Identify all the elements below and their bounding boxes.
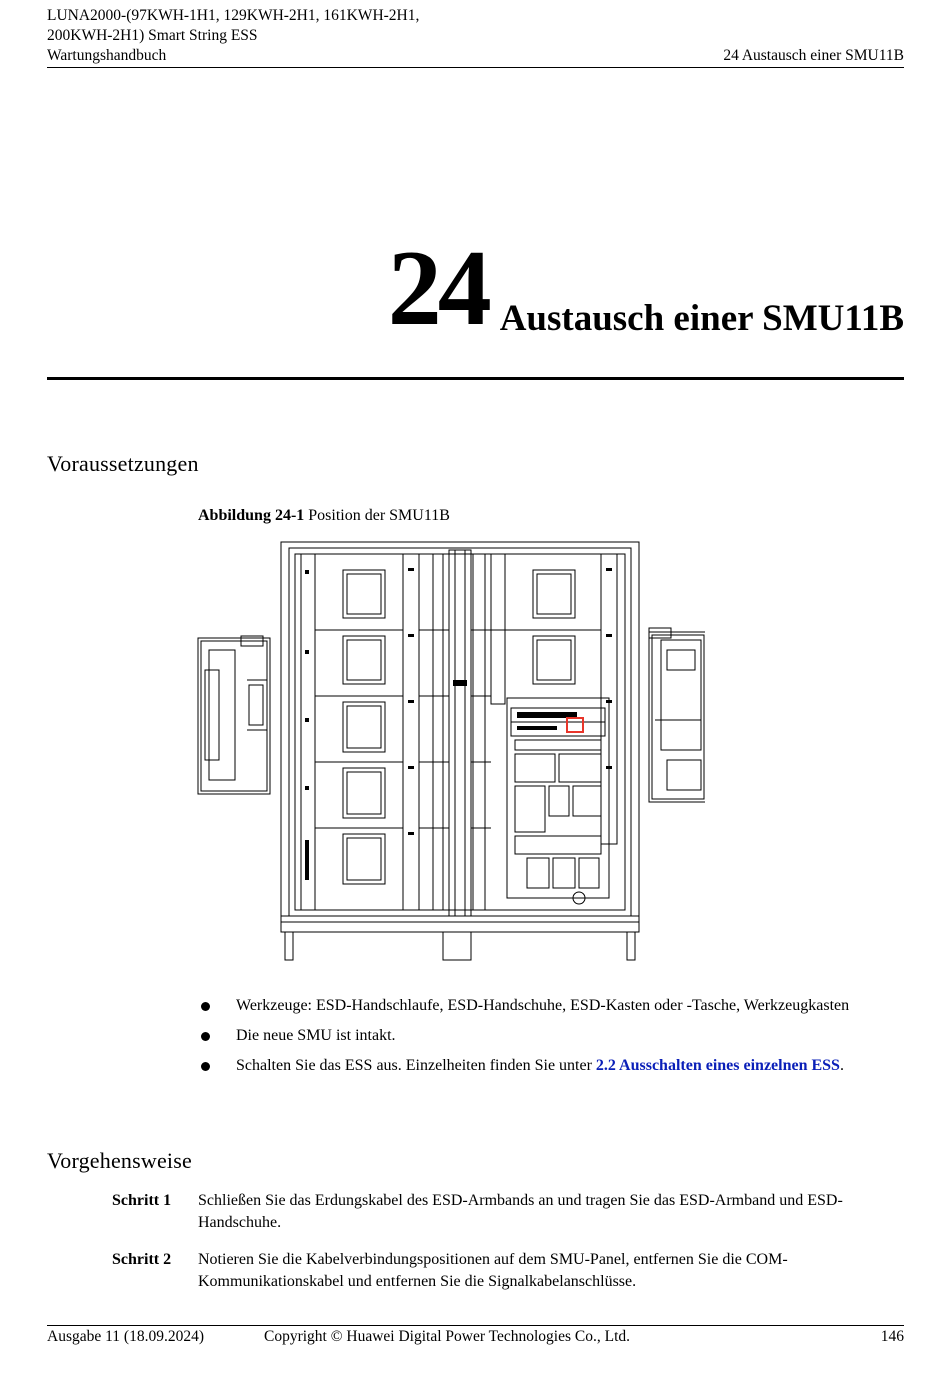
list-item <box>198 1055 858 1077</box>
footer-copyright: Copyright © Huawei Digital Power Technologies Co., Ltd. <box>264 1328 630 1345</box>
cabinet-outline <box>281 542 639 932</box>
cross-reference-link[interactable]: 2.2 Ausschalten eines einzelnen ESS <box>595 1057 840 1074</box>
battery-pack-7 <box>533 636 575 684</box>
battery-pack-5 <box>343 834 385 884</box>
chapter-number: 24 <box>387 229 488 348</box>
battery-pack-3 <box>343 702 385 752</box>
list-item-text-end: . <box>839 1057 844 1074</box>
step-label: Schritt 2 <box>112 1251 172 1268</box>
step-text: Schließen Sie das Erdungskabel des ESD-Armbands an und tragen Sie das ESD-Armband und ESD-Handschuhe. <box>198 1192 843 1231</box>
list-item-text: Die neue SMU ist intakt. <box>236 1027 396 1044</box>
battery-pack-2 <box>343 636 385 684</box>
battery-pack-6 <box>533 570 575 618</box>
running-header-chapter: 24 Austausch einer SMU11B <box>723 47 904 64</box>
procedure-step <box>112 1190 892 1234</box>
figure-label: Abbildung 24-1 <box>198 507 305 524</box>
header-line-1: LUNA2000-(97KWH-1H1, 129KWH-2H1, 161KWH-2H1, <box>47 7 420 24</box>
footer-page-number: 146 <box>880 1328 904 1345</box>
section-heading-procedure: Vorgehensweise <box>47 1148 192 1173</box>
footer-divider <box>47 1325 904 1326</box>
running-header-title <box>47 6 419 66</box>
chapter-heading <box>387 229 904 348</box>
step-text: Notieren Sie die Kabelverbindungspositionen auf dem SMU-Panel, entfernen Sie die COM-Kommunikationskabel und entfernen Sie die Signalkabelanschlüsse. <box>198 1251 788 1290</box>
step-label: Schritt 1 <box>112 1192 172 1209</box>
figure-caption-text: Position der SMU11B <box>308 507 450 524</box>
smu11b-position-diagram <box>197 540 705 964</box>
header-divider <box>47 67 904 68</box>
battery-pack-4 <box>343 768 385 818</box>
section-heading-prerequisites: Voraussetzungen <box>47 451 199 476</box>
list-item-text: Werkzeuge: ESD-Handschlaufe, ESD-Handschuhe, ESD-Kasten oder -Tasche, Werkzeugkasten <box>236 997 850 1014</box>
list-item-text: Schalten Sie das ESS aus. Einzelheiten finden Sie unter <box>236 1057 596 1074</box>
header-line-2: 200KWH-2H1) Smart String ESS <box>47 27 258 44</box>
list-item <box>198 1025 858 1047</box>
footer-edition: Ausgabe 11 (18.09.2024) <box>47 1328 204 1345</box>
battery-pack-1 <box>343 570 385 618</box>
figure-caption <box>198 507 450 525</box>
chapter-divider <box>47 377 904 380</box>
procedure-step <box>112 1249 892 1293</box>
header-line-3: Wartungshandbuch <box>47 47 167 64</box>
smu11b-highlight <box>567 718 583 732</box>
list-item <box>198 995 858 1017</box>
right-side-door <box>649 632 705 802</box>
prerequisites-list <box>198 995 858 1085</box>
chapter-title: Austausch einer SMU11B <box>499 298 904 339</box>
